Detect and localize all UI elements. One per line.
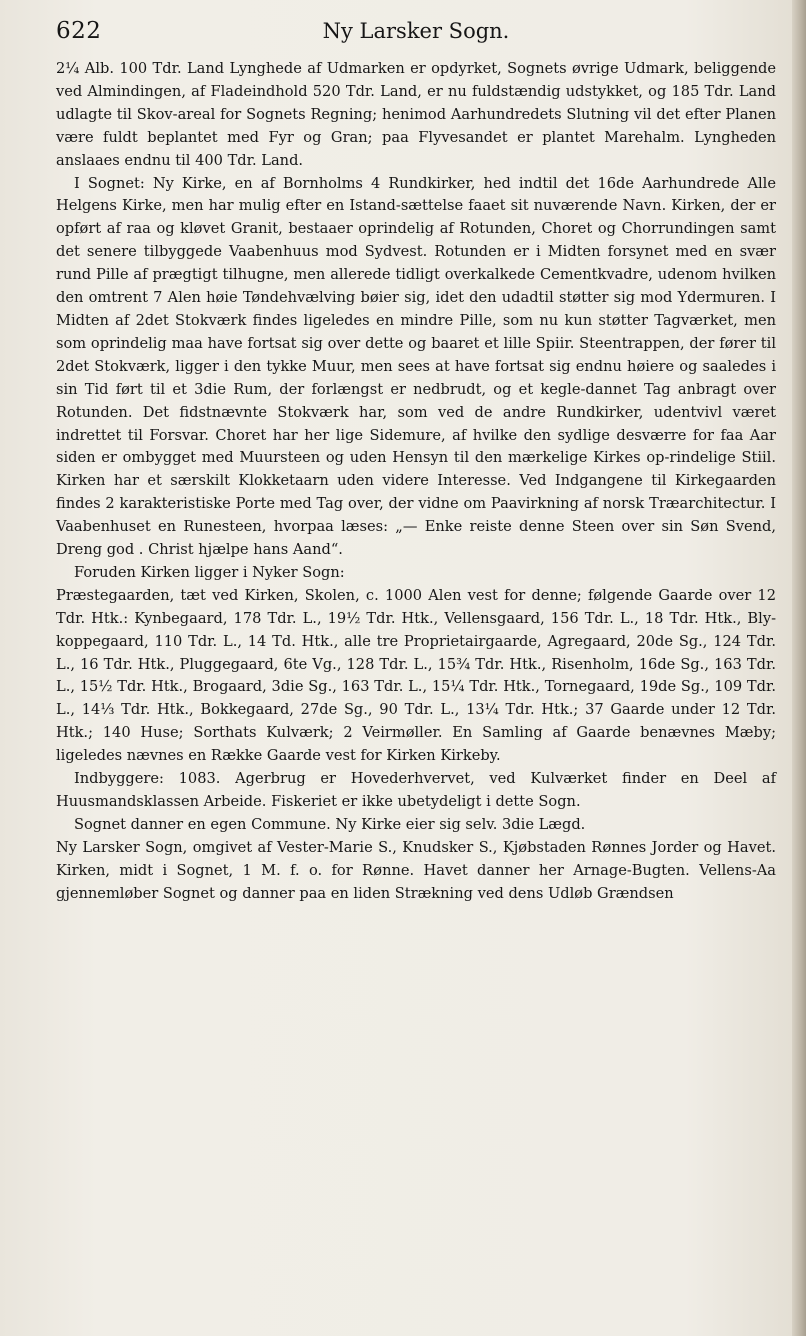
- paragraph-inhabitants: Indbyggere: 1083. Agerbrug er Hovederhvervet, ved Kulværket finder en Deel af Huusmandsklassen Arbeide. Fiskeriet er ikke ubetydeligt i dette Sogn.: [56, 770, 776, 810]
- paragraph-farms: Præstegaarden, tæt ved Kirken, Skolen, c. 1000 Alen vest for denne; følgende Gaarde over 12 Tdr. Htk.: Kynbegaard, 178 Tdr. L., 19½ Tdr. Htk., Vellensgaard, 156 Tdr. L., 18 Tdr. Htk., Bly-koppegaard, 110 Tdr. L., 14 Td. Htk., alle tre Proprietairgaarde, Agregaard, 20de Sg., 124 Tdr. L., 16 Tdr. Htk., Pluggegaard, 6te Vg., 128 Tdr. L., 15¾ Tdr. Htk., Risenholm, 16de Sg., 163 Tdr. L., 15½ Tdr. Htk., Brogaard, 3die Sg., 163 Tdr. L., 15¼ Tdr. Htk., Tornegaard, 19de Sg., 109 Tdr. L., 14⅓ Tdr. Htk., Bokkegaard, 27de Sg., 90 Tdr. L., 13¼ Tdr. Htk.; 37 Gaarde under 12 Tdr. Htk.; 140 Huse; Sorthats Kulværk; 2 Veirmøller. En Samling af Gaarde benævnes Mæby; ligeledes nævnes en Række Gaarde vest for Kirken Kirkeby.: [56, 586, 776, 765]
- page-edge: [792, 0, 806, 1336]
- paragraph-besides-church: Foruden Kirken ligger i Nyker Sogn:: [74, 563, 345, 581]
- paragraph-commune: Sognet danner en egen Commune. Ny Kirke eier sig selv. 3die Lægd.: [74, 815, 586, 833]
- paragraph-ny-larsker: Ny Larsker Sogn, omgivet af Vester-Marie S., Knudsker S., Kjøbstaden Rønnes Jorder og Havet. Kirken, midt i Sognet, 1 M. f. o. for Rønne. Havet danner her Arnage-Bugten. Vellens-Aa gjennemløber Sognet og danner paa en liden Strækning ved dens Udløb Grændsen: [56, 838, 776, 902]
- body-text: [56, 58, 776, 906]
- page-header: [56, 18, 776, 48]
- running-title: Ny Larsker Sogn.: [322, 19, 510, 43]
- paragraph-outfield: 2¼ Alb. 100 Tdr. Land Lynghede af Udmarken er opdyrket, Sognets øvrige Udmark, beliggende ved Almindingen, af Fladeindhold 520 Tdr. Land, er nu fuldstændig udstykket, og 185 Tdr. Land udlagte til Skov-areal for Sognets Regning; henimod Aarhundredets Slutning vil det efter Planen være fuldt beplantet med Fyr og Gran; paa Flyvesandet er plantet Marehalm. Lyngheden anslaaes endnu til 400 Tdr. Land.: [56, 60, 776, 169]
- paragraph-church: I Sognet: Ny Kirke, en af Bornholms 4 Rundkirker, hed indtil det 16de Aarhundrede Alle Helgens Kirke, men har mulig efter en Istand-sættelse faaet sit nuværende Navn. Kirken, der er opført af raa og kløvet Granit, bestaaer oprindelig af Rotunden, Choret og Chorrundingen samt det senere tilbyggede Vaabenhuus mod Sydvest. Rotunden er i Midten forsynet med en svær rund Pille af prægtigt tilhugne, men allerede tidligt overkalkede Cementkvadre, udenom hvilken den omtrent 7 Alen høie Tøndehvælving bøier sig, idet den udadtil støtter sig mod Ydermuren. I Midten af 2det Stokværk findes ligeledes en mindre Pille, som nu kun støtter Tagværket, men som oprindelig maa have fortsat sig over dette og baaret et lille Spiir. Steentrappen, der fører til 2det Stokværk, ligger i den tykke Muur, men sees at have fortsat sig endnu høiere og saaledes i sin Tid ført til et 3die Rum, der forlængst er nedbrudt, og et kegle-dannet Tag anbragt over Rotunden. Det fidstnævnte Stokværk har, som ved de andre Rundkirker, udentvivl været indrettet til Forsvar. Choret har her lige Sidemure, af hvilke den sydlige desværre for faa Aar siden er ombygget med Muursteen og uden Hensyn til den mærkelige Kirkes op-rindelige Stiil. Kirken har et særskilt Klokketaarn uden videre Interesse. Ved Indgangene til Kirkegaarden findes 2 karakteristiske Porte med Tag over, der vidne om Paavirkning af norsk Træarchitectur. I Vaabenhuset en Runesteen, hvorpaa læses: „— Enke reiste denne Steen over sin Søn Svend, Dreng god . Christ hjælpe hans Aand“.: [56, 174, 776, 559]
- page-number: 622: [56, 18, 102, 44]
